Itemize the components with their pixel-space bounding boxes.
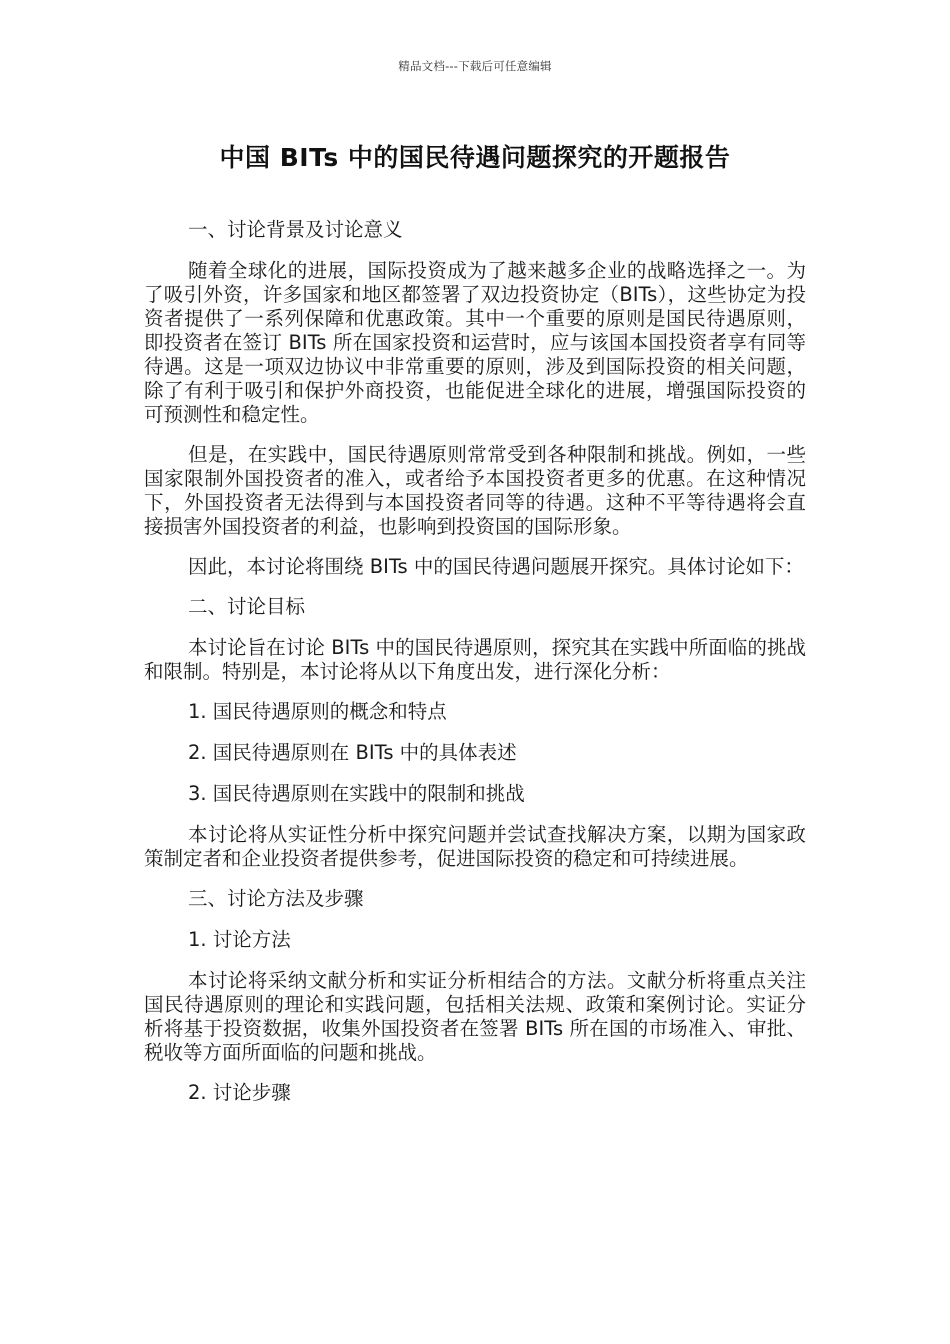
- paragraph-goals-2: 本讨论将从实证性分析中探究问题并尝试查找解决方案，以期为国家政策制定者和企业投资者提供参考，促进国际投资的稳定和可持续进展。: [144, 823, 806, 870]
- paragraph-methods-1: 本讨论将采纳文献分析和实证分析相结合的方法。文献分析将重点关注国民待遇原则的理论和实践问题，包括相关法规、政策和案例讨论。实证分析将基于投资数据，收集外国投资者在签署 BITs 所在国的市场准入、审批、税收等方面所面临的问题和挑战。: [144, 969, 806, 1064]
- document-title: 中国 BITs 中的国民待遇问题探究的开题报告: [219, 143, 731, 172]
- paragraph-background-3: 因此，本讨论将围绕 BITs 中的国民待遇问题展开探究。具体讨论如下：: [188, 555, 804, 578]
- subheading-method: 1. 讨论方法: [188, 928, 291, 951]
- header-note: 精品文档---下载后可任意编辑: [398, 59, 552, 73]
- list-item: 2. 国民待遇原则在 BITs 中的具体表述: [188, 741, 517, 764]
- paragraph-background-2: 但是，在实践中，国民待遇原则常常受到各种限制和挑战。例如，一些国家限制外国投资者的准入，或者给予本国投资者更多的优惠。在这种情况下，外国投资者无法得到与本国投资者同等的待遇。这种不平等待遇将会直接损害外国投资者的利益，也影响到投资国的国际形象。: [144, 443, 806, 538]
- subheading-steps: 2. 讨论步骤: [188, 1081, 291, 1104]
- list-item: 3. 国民待遇原则在实践中的限制和挑战: [188, 782, 525, 805]
- paragraph-background-1: 随着全球化的进展，国际投资成为了越来越多企业的战略选择之一。为了吸引外资，许多国家和地区都签署了双边投资协定（BITs），这些协定为投资者提供了一系列保障和优惠政策。其中一个重要的原则是国民待遇原则，即投资者在签订 BITs 所在国家投资和运营时，应与该国本国投资者享有同等待遇。这是一项双边协议中非常重要的原则，涉及到国际投资的相关问题，除了有利于吸引和保护外商投资，也能促进全球化的进展，增强国际投资的可预测性和稳定性。: [144, 259, 806, 426]
- document-body: [144, 218, 806, 1122]
- section-heading-background: 一、讨论背景及讨论意义: [188, 218, 403, 241]
- paragraph-goals-1: 本讨论旨在讨论 BITs 中的国民待遇原则，探究其在实践中所面临的挑战和限制。特别是，本讨论将从以下角度出发，进行深化分析：: [144, 636, 806, 683]
- section-heading-goals: 二、讨论目标: [188, 595, 306, 618]
- section-heading-methods: 三、讨论方法及步骤: [188, 887, 364, 910]
- list-item: 1. 国民待遇原则的概念和特点: [188, 700, 447, 723]
